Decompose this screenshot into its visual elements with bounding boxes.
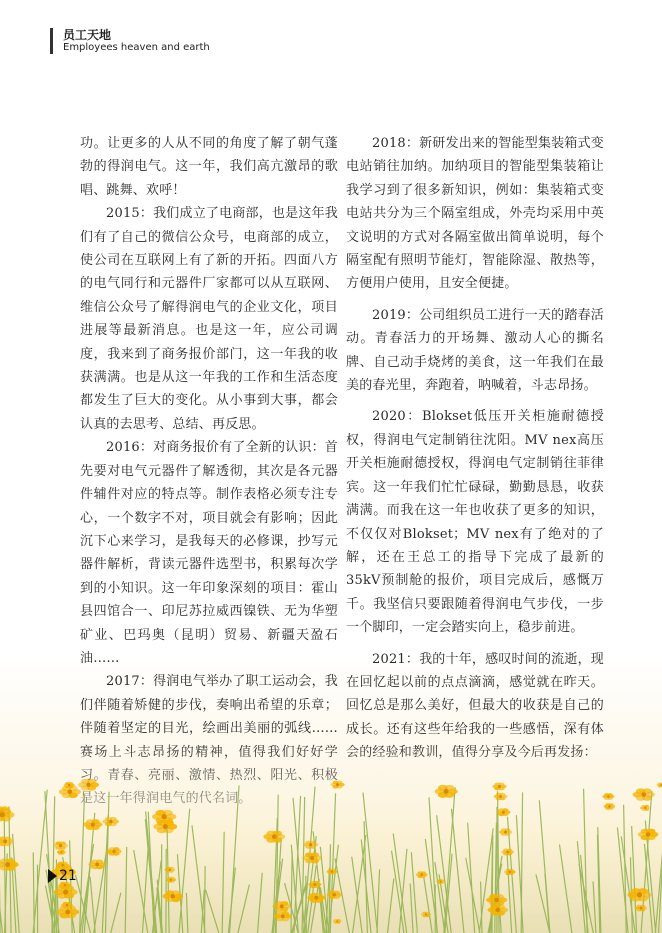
- section-header: [50, 28, 583, 54]
- grass-blade: [204, 866, 205, 933]
- page-number: [48, 868, 77, 884]
- meadow-image: [0, 743, 662, 933]
- paragraph: 2017：得润电气举办了职工运动会，我们伴随着矫健的步伐，奏响出希望的乐章；伴随着坚定的目光，绘画出美丽的弧线……: [80, 674, 338, 737]
- section-title-cn: 员工天地: [63, 28, 112, 42]
- right-column: [346, 132, 604, 765]
- paragraph: 2018：新研发出来的智能型集装箱式变电站销往加纳。加纳项目的智能型集装箱让我学习到了很多新知识，例如：集装箱式变电站共分为三个隔室组成，外壳均采用中英文说明的方式对各隔室做出简单说明，每个隔室配有照明节能灯，智能除湿、散热等，方便用户使用，且安全便捷。: [346, 136, 604, 292]
- flower-meadow-illustration: [0, 743, 662, 933]
- page-number-text: 21: [59, 868, 77, 884]
- section-title-en: Employees heaven and earth: [63, 42, 210, 53]
- triangle-icon: [48, 869, 57, 883]
- paragraph: 2016：对商务报价有了全新的认识：首先要对电气元器件了解透彻，其次是各元器件辅件对应的特点等。制作表格必须专注专心，一个数字不对，项目就会有影响；因此沉下心来学习，是我每天的必修课，抄写元器件解析，背读元器件选型书，积累每次学到的小知识。这一年印象深刻的项目：霍山县四馆合一、印尼苏拉威西镍铁、无为华塑矿业、巴玛奥（昆明）贸易、新疆天盈石油……: [80, 440, 338, 666]
- paragraph: 功。让更多的人从不同的角度了解了朝气蓬勃的得润电气。这一年，我们高亢激昂的歌唱、跳舞、欢呼！: [80, 136, 338, 198]
- grass-blade: [492, 835, 493, 933]
- left-column: [80, 132, 338, 811]
- paragraph: 2021：我的十年，感叹时间的流逝，现在回忆起以前的点点滴滴，感觉就在昨天。回忆总是那么美好，但最大的收获是自己的成长。还有这些年给我的一些感悟，深有体: [346, 651, 604, 737]
- paragraph: 2015：我们成立了电商部，也是这年我们有了自己的微信公众号，电商部的成立，使公司在互联网上有了新的开拓。四面八方的电气同行和元器件厂家都可以从互联网、维信公众号了解得润电气的企业文化，项目进展等最新消息。也是这一年，应公司调度，我来到了商务报价部门，这一年我的收获满满。也是从这一年我的工作和生活态度都发生了巨大的变化。从小事到大事，都会认真的去思考、总结、再反思。: [80, 206, 338, 432]
- paragraph: 2019：公司组织员工进行一天的踏春活动。青春活力的开场舞、激动人心的撕名牌、自己动手烧烤的美食，这一年我们在最美的春光里，奔跑着，呐喊着，斗志昂扬。: [346, 307, 604, 394]
- paragraph: 2020：Blokset低压开关柜施耐德授权，得润电气定制销往沈阳。MV nex高压开关柜施耐德授权，得润电气定制销往菲律宾。这一年我们忙忙碌碌，勤勤恳恳，收获满满。而我在这一年也收获了更多的知识，不仅仅对Blokset；MV nex有了绝对的了解，还在王总工的指导下完成了最新的35kV预制舱的报价，项目完成后，感慨万千。我坚信只要跟随着得润电气步伐，一步一个脚印，一定会踏实向上，稳步前进。: [346, 409, 604, 636]
